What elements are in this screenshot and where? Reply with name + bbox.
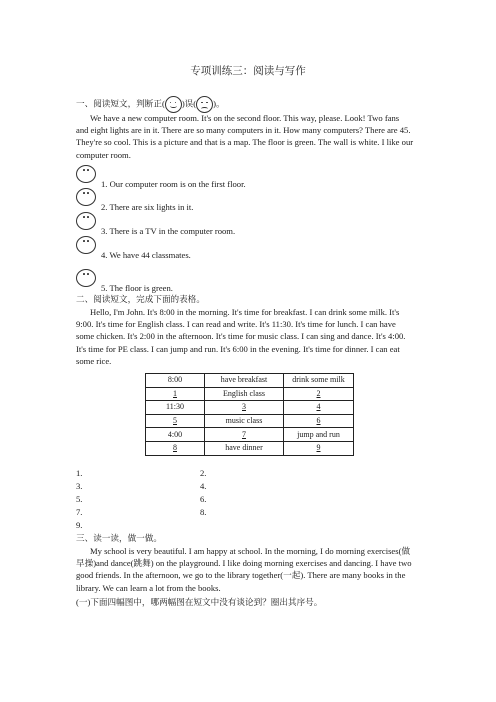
blank-cell: 5 bbox=[146, 414, 205, 428]
answer-face-icon[interactable] bbox=[76, 236, 96, 254]
blank-cell: 4 bbox=[284, 401, 354, 415]
table-cell: jump and run bbox=[284, 428, 354, 442]
table-row bbox=[146, 414, 354, 428]
smiley-face-icon bbox=[165, 96, 182, 113]
blank-cell: 8 bbox=[146, 441, 205, 455]
passage-line: It's time for PE class. I can jump and run. It's 6:00 in the evening. It's time for dinner. I can eat bbox=[76, 343, 400, 354]
blank-cell: 7 bbox=[205, 428, 284, 442]
passage-line: computer room. bbox=[76, 149, 131, 160]
answer-label-9: 9. bbox=[76, 520, 83, 530]
section1-heading-c: )。 bbox=[213, 98, 225, 109]
blank-cell: 9 bbox=[284, 441, 354, 455]
blank-cell: 6 bbox=[284, 414, 354, 428]
table-row bbox=[146, 441, 354, 455]
answer-face-icon[interactable] bbox=[76, 165, 96, 183]
answer-face-icon[interactable] bbox=[76, 188, 96, 206]
table-cell: have breakfast bbox=[205, 374, 284, 388]
passage-line: some chicken. It's 2:00 in the afternoon. It's time for music class. I can sing and dance. It's 4:00. bbox=[76, 331, 406, 342]
table-cell: English class bbox=[205, 387, 284, 401]
passage-line: some rice. bbox=[76, 355, 112, 366]
answer-label-8: 8. bbox=[200, 507, 207, 517]
answer-face-icon[interactable] bbox=[76, 269, 96, 287]
table-cell: 8:00 bbox=[146, 374, 205, 388]
passage-line: library. We can learn a lot from the books. bbox=[76, 582, 221, 593]
passage-line: Hello, I'm John. It's 8:00 in the morning. It's time for breakfast. I can drink some milk. It's bbox=[90, 307, 400, 317]
tf-item-5: 5. The floor is green. bbox=[101, 283, 173, 293]
answer-label-6: 6. bbox=[200, 494, 207, 504]
passage-line: and eight lights are in it. There are so many computers in it. How many computers? There are 45. bbox=[76, 125, 411, 136]
answer-label-7: 7. bbox=[76, 507, 83, 517]
tf-item-1: 1. Our computer room is on the first floor. bbox=[101, 179, 246, 189]
section3-question: (一)下面四幅图中，哪两幅图在短文中没有谈论到？圈出其序号。 bbox=[76, 597, 323, 607]
passage-line: good friends. In the afternoon, we go to the library together(一起). There are many books in the bbox=[76, 570, 406, 581]
blank-cell: 1 bbox=[146, 387, 205, 401]
tf-item-4: 4. We have 44 classmates. bbox=[101, 250, 191, 260]
section2-passage bbox=[76, 306, 432, 367]
answer-label-4: 4. bbox=[200, 481, 207, 491]
table-row bbox=[146, 401, 354, 415]
table-row bbox=[146, 374, 354, 388]
passage-line: 早操)and dance(跳舞) on the playground. I like doing morning exercises and dancing. I have two bbox=[76, 558, 412, 569]
section1-heading bbox=[76, 96, 432, 113]
table-cell: have dinner bbox=[205, 441, 284, 455]
section2-heading: 二、阅读短文，完成下面的表格。 bbox=[76, 294, 205, 304]
table-cell: drink some milk bbox=[284, 374, 354, 388]
answer-face-icon[interactable] bbox=[76, 212, 96, 230]
sad-face-icon bbox=[196, 96, 213, 113]
answer-label-1: 1. bbox=[76, 468, 83, 478]
passage-line: 9:00. It's time for English class. I can read and write. It's 11:30. It's time for lunch. I can have bbox=[76, 319, 396, 330]
table-row bbox=[146, 428, 354, 442]
table-cell: music class bbox=[205, 414, 284, 428]
blank-cell: 3 bbox=[205, 401, 284, 415]
page-title: 专项训练三：阅读与写作 bbox=[190, 66, 306, 77]
passage-line: My school is very beautiful. I am happy at school. In the morning, I do morning exercises(做 bbox=[90, 546, 411, 556]
table-cell: 11:30 bbox=[146, 401, 205, 415]
table-row bbox=[146, 387, 354, 401]
answer-label-3: 3. bbox=[76, 481, 83, 491]
table-cell: 4:00 bbox=[146, 428, 205, 442]
passage-line: They're so cool. This is a picture and that is a map. The floor is green. The wall is white. I like our bbox=[76, 137, 414, 148]
tf-item-2: 2. There are six lights in it. bbox=[101, 202, 194, 212]
answer-label-2: 2. bbox=[200, 468, 207, 478]
section1-heading-a: 一、阅读短文，判断正( bbox=[76, 98, 165, 109]
section1-passage bbox=[76, 112, 432, 161]
section3-heading: 三、读一读，做一做。 bbox=[76, 533, 162, 543]
section3-passage bbox=[76, 545, 432, 594]
answer-label-5: 5. bbox=[76, 494, 83, 504]
blank-cell: 2 bbox=[284, 387, 354, 401]
passage-line: We have a new computer room. It's on the second floor. This way, please. Look! Two fans bbox=[90, 113, 400, 123]
schedule-table bbox=[145, 373, 354, 456]
tf-item-3: 3. There is a TV in the computer room. bbox=[101, 226, 236, 236]
section1-heading-b: )误( bbox=[181, 98, 197, 109]
